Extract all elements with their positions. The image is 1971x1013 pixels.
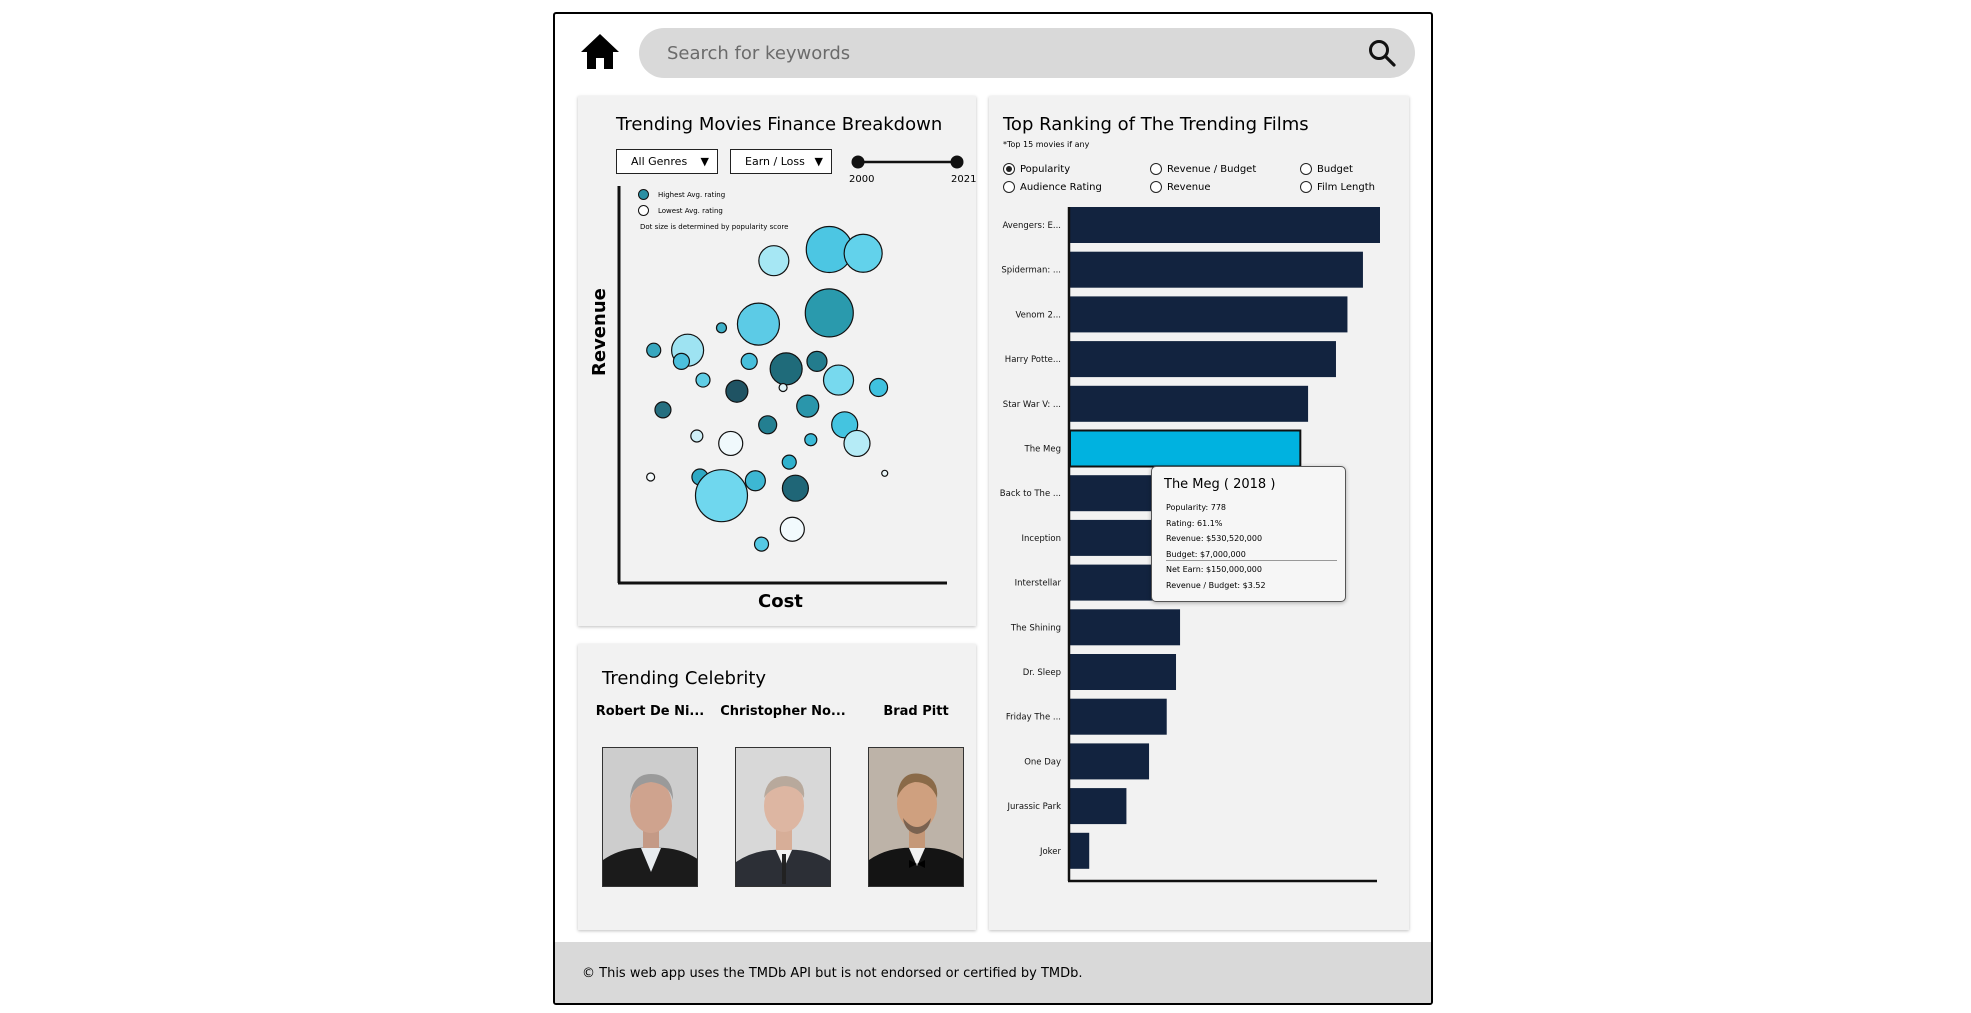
bubble-point-31[interactable] bbox=[782, 475, 808, 501]
footer bbox=[555, 942, 1431, 1005]
metric-option-label: Budget bbox=[1317, 164, 1353, 175]
bar-6[interactable] bbox=[1070, 431, 1300, 467]
year-start-label: 2000 bbox=[849, 174, 875, 185]
search-icon[interactable] bbox=[1367, 38, 1397, 68]
tooltip-budget: Budget: $7,000,000 bbox=[1166, 550, 1246, 559]
search-bar[interactable] bbox=[639, 28, 1415, 78]
bar-label-3: Venom 2... bbox=[1015, 310, 1061, 321]
tooltip-ratio: Revenue / Budget: $3.52 bbox=[1166, 581, 1266, 590]
bubble-point-18[interactable] bbox=[797, 395, 819, 417]
bubble-point-11[interactable] bbox=[770, 353, 802, 385]
x-axis-title: Cost bbox=[758, 591, 803, 612]
bubble-point-34[interactable] bbox=[755, 537, 769, 551]
bubble-point-23[interactable] bbox=[719, 431, 743, 455]
bar-label-12: Friday The ... bbox=[1005, 712, 1061, 723]
bar-13[interactable] bbox=[1070, 743, 1149, 779]
bar-label-8: Inception bbox=[1021, 533, 1061, 544]
ranking-subtitle: *Top 15 movies if any bbox=[1003, 140, 1090, 149]
bubble-point-32[interactable] bbox=[882, 470, 888, 476]
movie-tooltip bbox=[1151, 466, 1346, 602]
bubble-chart bbox=[578, 96, 976, 626]
celebrity-photo[interactable] bbox=[602, 747, 698, 887]
genre-dropdown-value: All Genres bbox=[631, 155, 688, 168]
bar-labels bbox=[1000, 221, 1062, 857]
bubble-point-16[interactable] bbox=[779, 384, 787, 392]
bar-14[interactable] bbox=[1070, 788, 1126, 824]
bubble-point-29[interactable] bbox=[695, 470, 747, 522]
bubble-point-12[interactable] bbox=[807, 351, 827, 371]
bar-10[interactable] bbox=[1070, 609, 1180, 645]
bubble-point-10[interactable] bbox=[741, 353, 757, 369]
bar-label-2: Spiderman: ... bbox=[1001, 265, 1061, 276]
bar-5[interactable] bbox=[1070, 386, 1308, 422]
bubble-point-13[interactable] bbox=[824, 365, 854, 395]
bar-1[interactable] bbox=[1070, 207, 1380, 243]
bubble-point-25[interactable] bbox=[844, 430, 870, 456]
year-end-label: 2021 bbox=[951, 174, 977, 185]
bubble-point-8[interactable] bbox=[647, 343, 661, 357]
bar-label-6: The Meg bbox=[1024, 444, 1061, 455]
metric-option-label: Revenue bbox=[1167, 182, 1211, 193]
bar-label-11: Dr. Sleep bbox=[1022, 668, 1061, 678]
tooltip-revenue: Revenue: $530,520,000 bbox=[1166, 534, 1263, 543]
bar-label-14: Jurassic Park bbox=[1007, 802, 1061, 813]
finance-title: Trending Movies Finance Breakdown bbox=[616, 114, 943, 135]
caret-down-icon: ▼ bbox=[814, 155, 823, 168]
tooltip-title: The Meg ( 2018 ) bbox=[1164, 477, 1276, 492]
footer-disclaimer: © This web app uses the TMDb API but is not endorsed or certified by TMDb. bbox=[582, 966, 1083, 981]
bubble-point-19[interactable] bbox=[655, 402, 671, 418]
bubble-point-9[interactable] bbox=[673, 353, 689, 369]
celebrity-title: Trending Celebrity bbox=[602, 668, 767, 689]
search-input[interactable]: Search for keywords bbox=[667, 43, 851, 64]
tooltip-divider bbox=[1166, 560, 1337, 561]
legend-high-label: Highest Avg. rating bbox=[658, 191, 726, 199]
bar-2[interactable] bbox=[1070, 252, 1363, 288]
bar-11[interactable] bbox=[1070, 654, 1176, 690]
bubble-point-17[interactable] bbox=[870, 379, 888, 397]
bar-label-10: The Shining bbox=[1010, 623, 1061, 634]
bar-label-7: Back to The ... bbox=[999, 489, 1061, 500]
legend-low-label: Lowest Avg. rating bbox=[658, 207, 723, 215]
bar-label-4: Harry Potte... bbox=[1004, 355, 1061, 366]
celebrity-name: Brad Pitt bbox=[883, 704, 949, 719]
bubble-point-20[interactable] bbox=[759, 416, 777, 434]
bubble-point-5[interactable] bbox=[737, 303, 779, 345]
bar-label-15: Joker bbox=[1039, 846, 1061, 857]
bar-label-13: One Day bbox=[1024, 757, 1061, 768]
bubble-point-27[interactable] bbox=[647, 473, 655, 481]
bubble-point-22[interactable] bbox=[691, 430, 703, 442]
celebrity-name: Robert De Ni... bbox=[595, 704, 705, 719]
bubble-point-3[interactable] bbox=[759, 246, 789, 276]
bubble-point-33[interactable] bbox=[780, 517, 804, 541]
celebrity-panel bbox=[578, 644, 976, 930]
bar-4[interactable] bbox=[1070, 341, 1336, 377]
home-button[interactable] bbox=[579, 32, 621, 72]
bubble-series bbox=[647, 226, 888, 551]
caret-down-icon: ▼ bbox=[700, 155, 709, 168]
celebrity-photo[interactable] bbox=[735, 747, 831, 887]
ranking-panel bbox=[989, 96, 1409, 930]
bar-label-1: Avengers: E... bbox=[1002, 221, 1061, 231]
finance-panel bbox=[578, 96, 976, 626]
bubble-point-6[interactable] bbox=[716, 323, 726, 333]
bubble-point-15[interactable] bbox=[726, 380, 748, 402]
bubble-point-26[interactable] bbox=[782, 455, 796, 469]
tooltip-rating: Rating: 61.1% bbox=[1166, 519, 1223, 528]
bubble-point-24[interactable] bbox=[805, 434, 817, 446]
celebrity-photo[interactable] bbox=[868, 747, 964, 887]
bubble-point-30[interactable] bbox=[745, 471, 765, 491]
bar-15[interactable] bbox=[1070, 833, 1089, 869]
celebrity-name: Christopher No... bbox=[720, 704, 846, 719]
tooltip-net-earn: Net Earn: $150,000,000 bbox=[1166, 565, 1262, 574]
metric-option-label: Film Length bbox=[1317, 182, 1375, 193]
bar-label-5: Star War V: ... bbox=[1002, 399, 1061, 410]
legend-size-note: Dot size is determined by popularity score bbox=[640, 223, 789, 231]
metric-option-label: Audience Rating bbox=[1020, 182, 1102, 193]
bar-label-9: Interstellar bbox=[1014, 578, 1061, 589]
home-icon bbox=[579, 32, 621, 72]
bar-3[interactable] bbox=[1070, 296, 1347, 332]
metric-option-label: Revenue / Budget bbox=[1167, 164, 1257, 175]
metric-option-label: Popularity bbox=[1020, 164, 1071, 175]
bubble-point-14[interactable] bbox=[696, 373, 710, 387]
ranking-title: Top Ranking of The Trending Films bbox=[1003, 114, 1309, 135]
bubble-point-2[interactable] bbox=[844, 234, 882, 272]
app-frame bbox=[553, 12, 1433, 1005]
tooltip-popularity: Popularity: 778 bbox=[1166, 503, 1227, 512]
bar-12[interactable] bbox=[1070, 699, 1167, 735]
metric-dropdown-value: Earn / Loss bbox=[745, 155, 805, 168]
bubble-point-4[interactable] bbox=[805, 289, 853, 337]
y-axis-title: Revenue bbox=[589, 288, 610, 376]
